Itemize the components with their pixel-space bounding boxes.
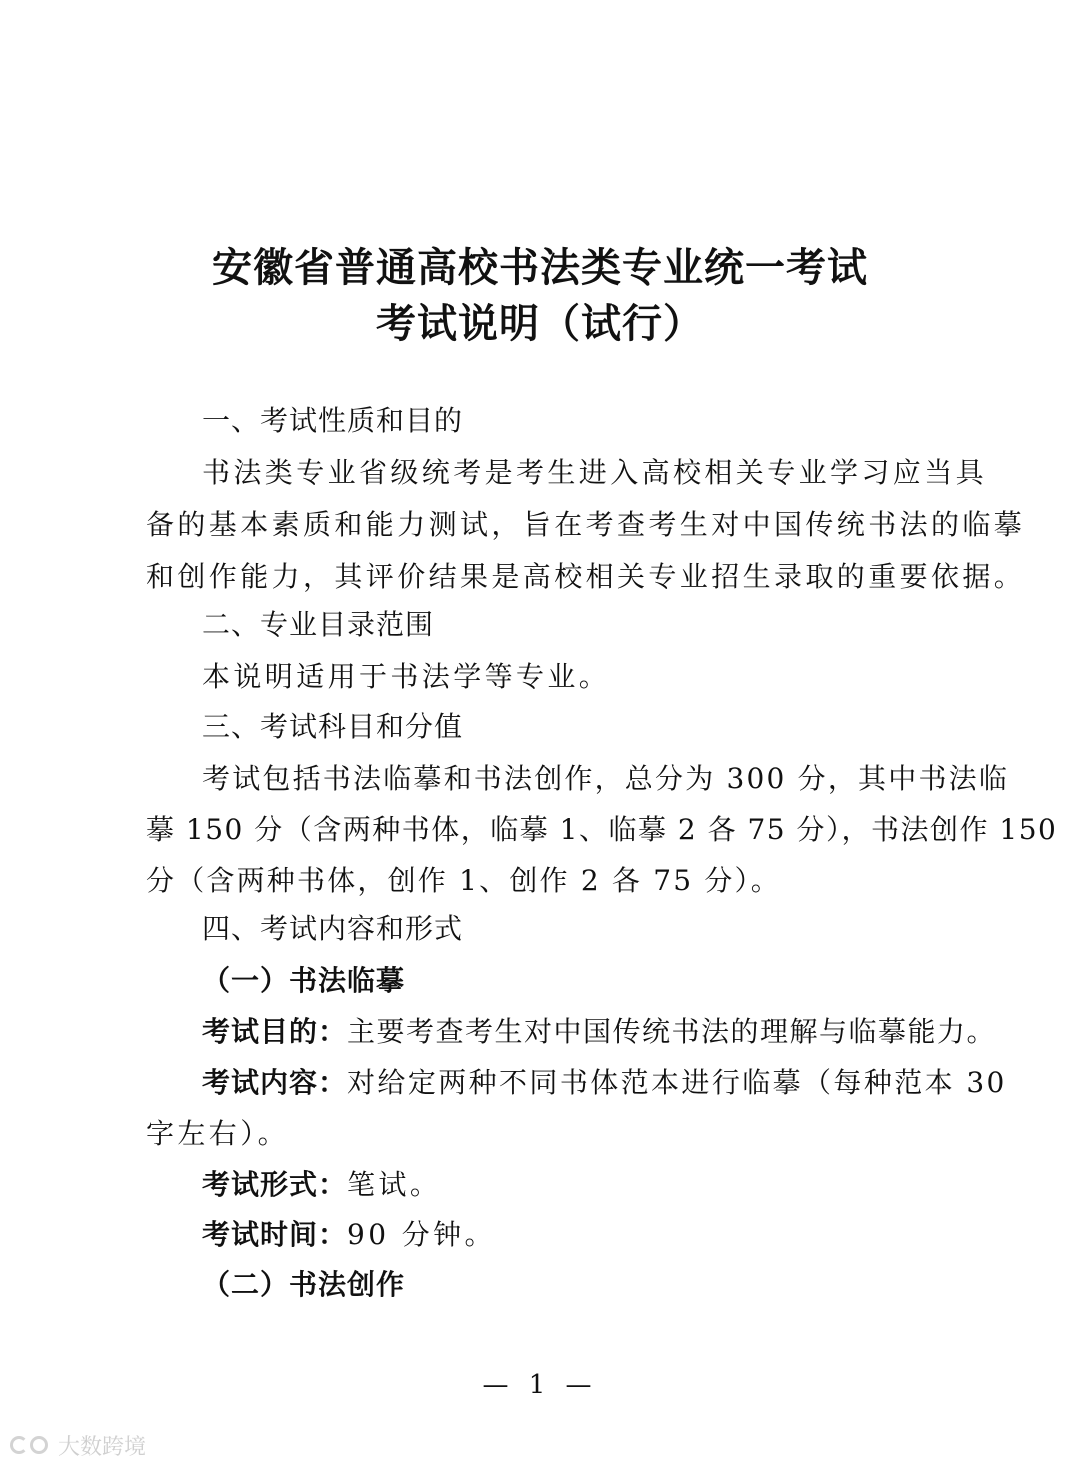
subsection2-heading: （二）书法创作 bbox=[202, 1268, 406, 1301]
watermark-text: 大数跨境 bbox=[58, 1435, 147, 1460]
exam-form-text: 笔试。 bbox=[347, 1168, 442, 1201]
section3-heading: 三、考试科目和分值 bbox=[202, 710, 464, 743]
section1-line: 备的基本素质和能力测试，旨在考查考生对中国传统书法的临摹 bbox=[146, 508, 1026, 541]
exam-time bbox=[202, 1218, 496, 1252]
exam-time-label: 考试时间： bbox=[202, 1218, 348, 1251]
exam-content bbox=[202, 1066, 1007, 1100]
watermark bbox=[10, 1430, 146, 1461]
exam-content-text-cont: 字左右）。 bbox=[146, 1117, 290, 1150]
section1-heading: 一、考试性质和目的 bbox=[202, 404, 464, 437]
exam-content-text: 对给定两种不同书体范本进行临摹（每种范本 30 bbox=[347, 1066, 1007, 1099]
section4-heading: 四、考试内容和形式 bbox=[202, 912, 464, 945]
exam-content-label: 考试内容： bbox=[202, 1066, 348, 1099]
section1-line: 书法类专业省级统考是考生进入高校相关专业学习应当具 bbox=[202, 456, 988, 489]
section1-line: 和创作能力，其评价结果是高校相关专业招生录取的重要依据。 bbox=[146, 560, 1026, 593]
document-title: 安徽省普通高校书法类专业统一考试 bbox=[212, 245, 868, 291]
page-number: — 1 — bbox=[482, 1370, 598, 1400]
subsection1-heading: （一）书法临摹 bbox=[202, 964, 406, 997]
exam-time-text: 90 分钟。 bbox=[347, 1218, 496, 1251]
section3-line: 分（含两种书体，创作 1、创作 2 各 75 分）。 bbox=[146, 864, 781, 897]
exam-purpose-text: 主要考查考生对中国传统书法的理解与临摹能力。 bbox=[347, 1015, 997, 1048]
exam-purpose bbox=[202, 1015, 996, 1049]
watermark-logo-icon bbox=[10, 1434, 54, 1458]
document-subtitle: 考试说明（试行） bbox=[376, 301, 704, 347]
section3-line: 考试包括书法临摹和书法创作，总分为 300 分，其中书法临 bbox=[202, 762, 1010, 795]
section2-line: 本说明适用于书法学等专业。 bbox=[202, 660, 611, 693]
exam-purpose-label: 考试目的： bbox=[202, 1015, 348, 1048]
exam-form bbox=[202, 1168, 441, 1202]
exam-form-label: 考试形式： bbox=[202, 1168, 348, 1201]
section3-line: 摹 150 分（含两种书体，临摹 1、临摹 2 各 75 分），书法创作 150 bbox=[146, 813, 1058, 846]
section2-heading: 二、专业目录范围 bbox=[202, 608, 435, 641]
